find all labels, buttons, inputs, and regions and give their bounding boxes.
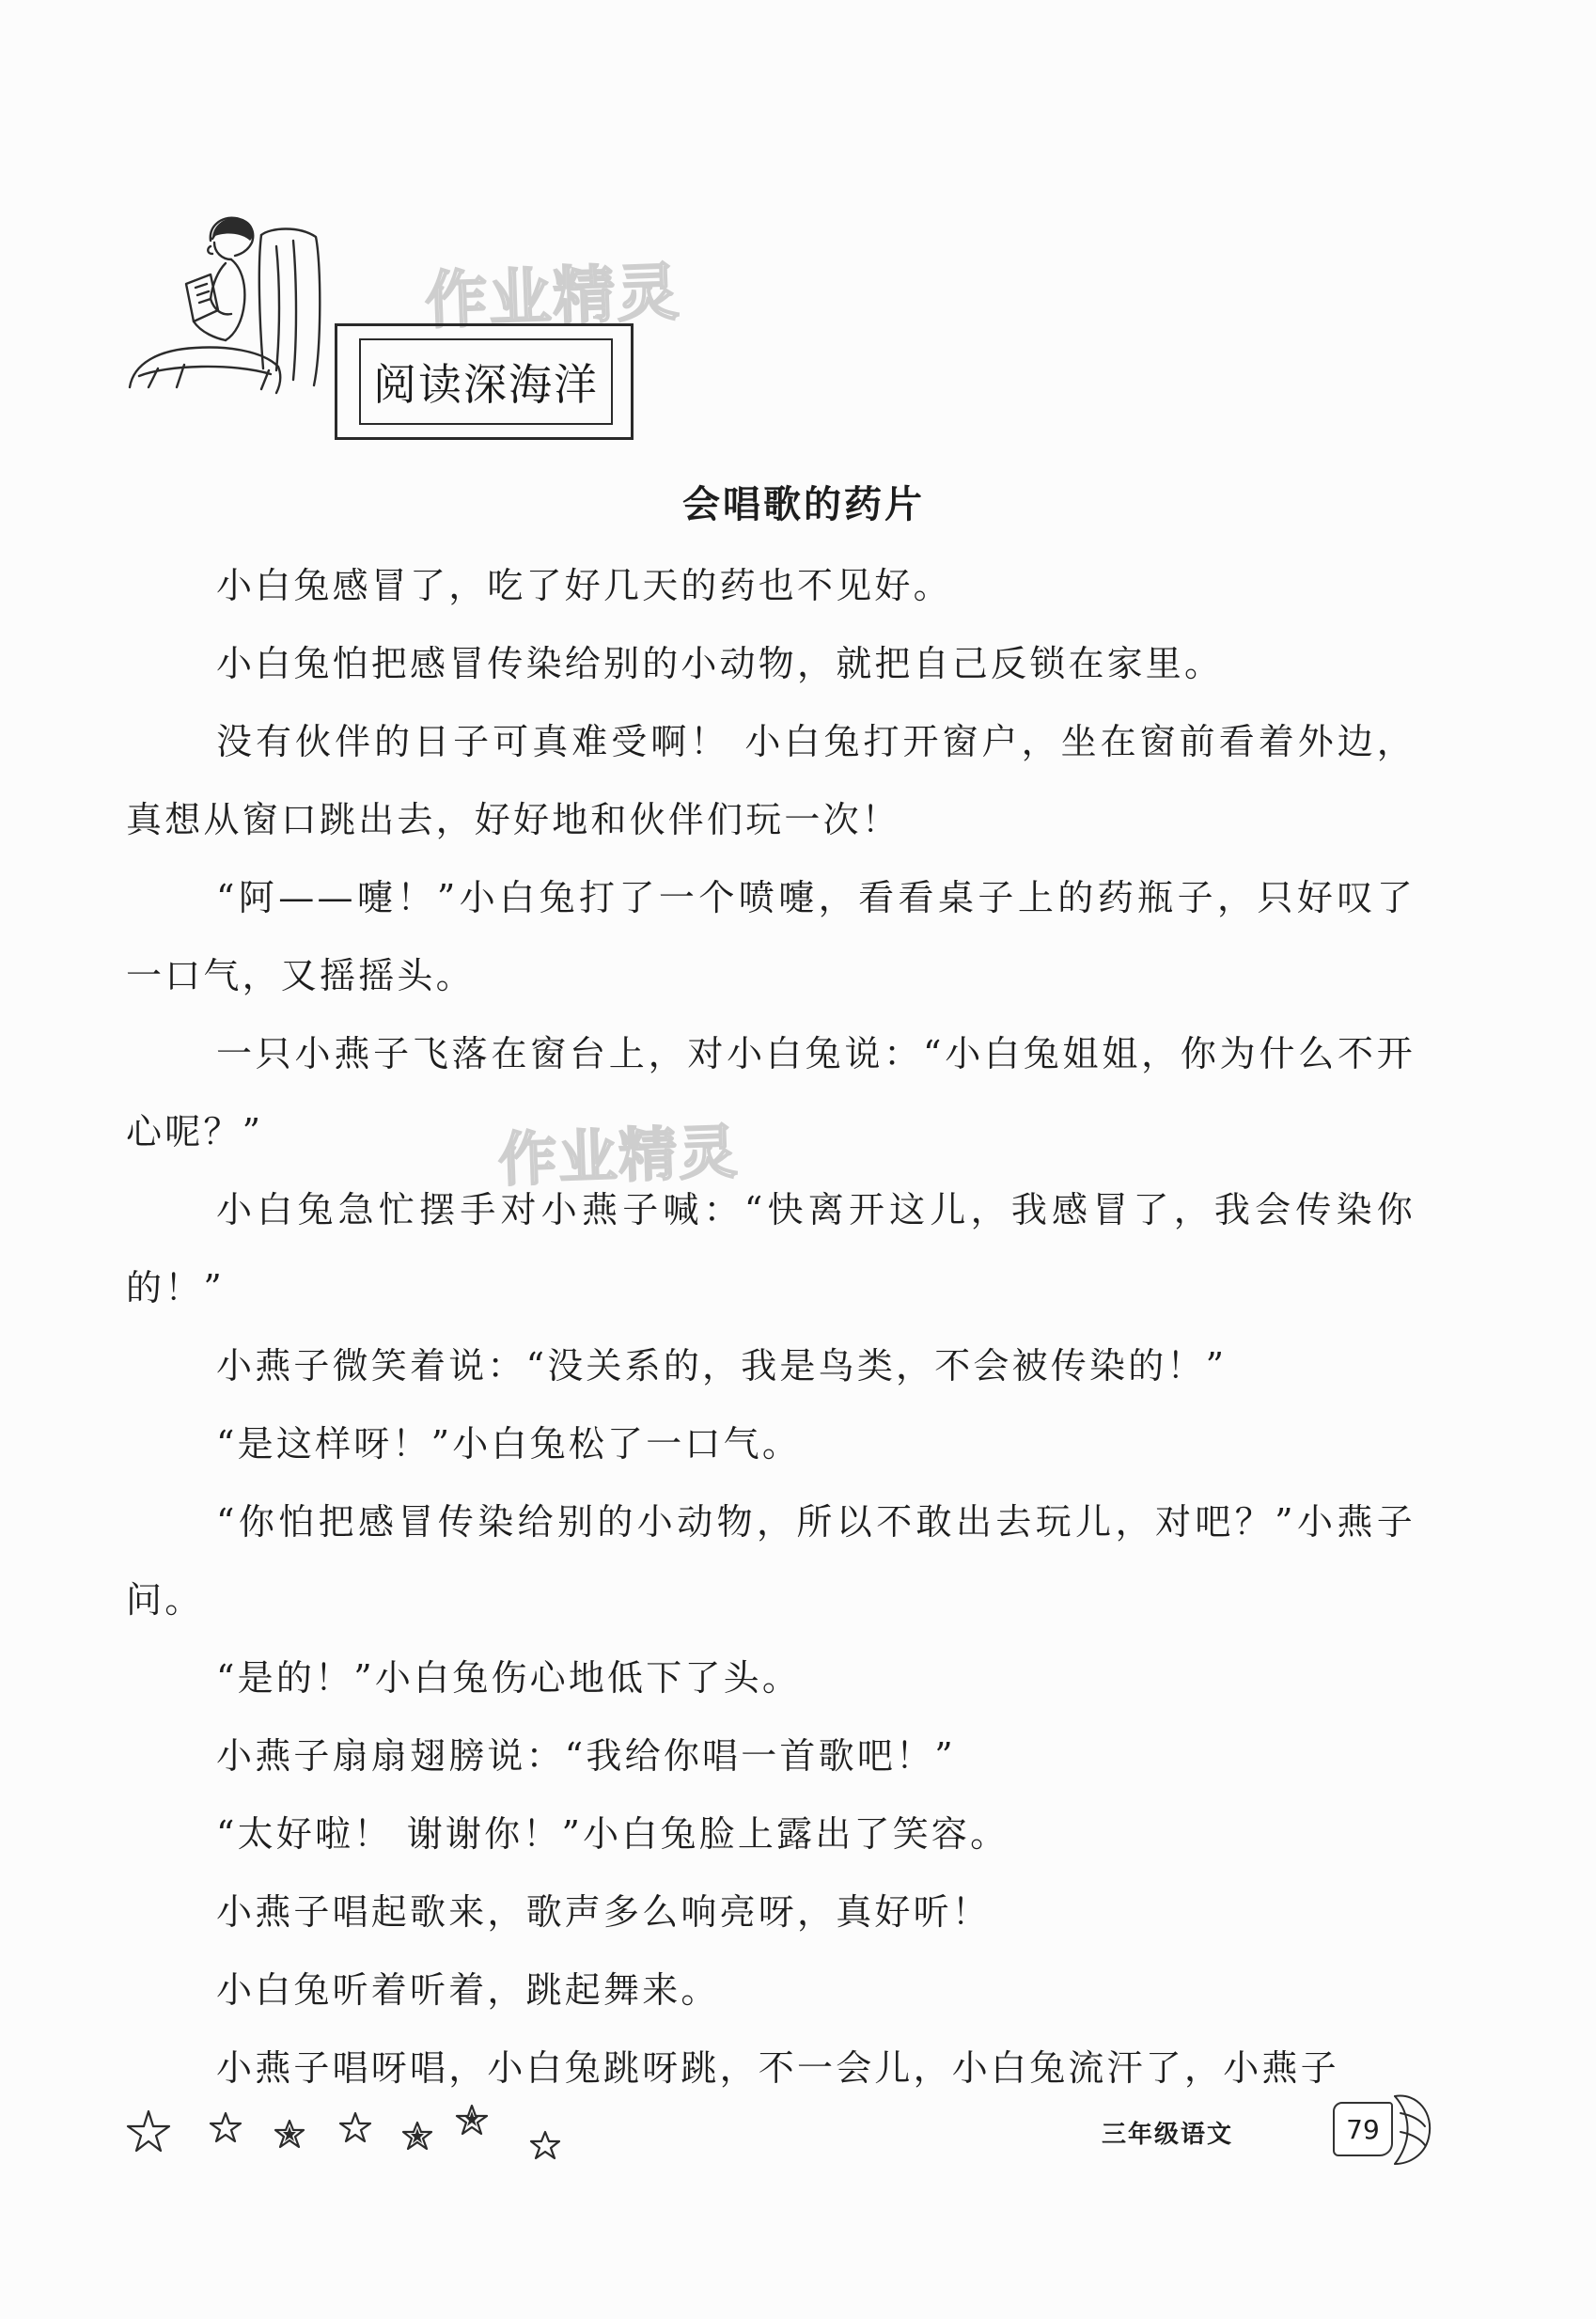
paragraph: 小燕子微笑着说：“没关系的，我是鸟类，不会被传染的！” [216,1345,1228,1387]
story-title [0,475,1596,528]
paragraph: 小白兔急忙摆手对小燕子喊：“快离开这儿，我感冒了，我会传染你的！” [126,1189,1416,1308]
paragraph: 一只小燕子飞落在窗台上，对小白兔说：“小白兔姐姐，你为什么不开心呢？” [126,1033,1416,1152]
paragraph: “阿——嚏！”小白兔打了一个喷嚏，看看桌子上的药瓶子，只好叹了一口气，又摇摇头。 [126,877,1416,996]
star-icon [531,2132,559,2158]
story-title-text: 会唱歌的药片 [682,483,925,526]
paragraph: 小燕子扇扇翅膀说：“我给你唱一首歌吧！” [216,1735,956,1777]
grade-label: 三年级语文 [1102,2121,1234,2149]
paragraph: “你怕把感冒传染给别的小动物，所以不敢出去玩儿，对吧？”小燕子问。 [126,1501,1416,1621]
paragraph: 小燕子唱起歌来，歌声多么响亮呀，真好听！ [216,1891,992,1933]
paragraph: 小白兔感冒了，吃了好几天的药也不见好。 [216,565,952,606]
star-icon [340,2113,370,2141]
leaf-icon [1382,2085,1438,2170]
paragraph: “是这样呀！”小白兔松了一口气。 [216,1423,802,1465]
paragraph: 小燕子唱呀唱，小白兔跳呀跳，不一会儿，小白兔流汗了，小燕子 [216,2047,1339,2089]
paragraph: “太好啦！ 谢谢你！”小白兔脸上露出了笑容。 [216,1813,1009,1855]
decorative-stars [126,2098,577,2173]
reading-child-illustration [120,209,336,397]
star-icon [211,2113,241,2141]
story-body [126,547,1416,2107]
paragraph: “是的！”小白兔伤心地低下了头。 [216,1657,802,1699]
watermark: 作业精灵 [423,256,682,337]
page-number: 79 [1333,2102,1393,2156]
paragraph: 小白兔怕把感冒传染给别的小动物，就把自己反锁在家里。 [216,643,1224,684]
paragraph: 小白兔听着听着，跳起舞来。 [216,1969,720,2011]
paragraph: 没有伙伴的日子可真难受啊！ 小白兔打开窗户，坐在窗前看着外边，真想从窗口跳出去，好好地和伙伴们玩一次！ [126,721,1416,840]
star-icon [128,2111,169,2151]
section-title: 阅读深海洋 [359,338,613,425]
watermark: 作业精灵 [496,1117,741,1195]
